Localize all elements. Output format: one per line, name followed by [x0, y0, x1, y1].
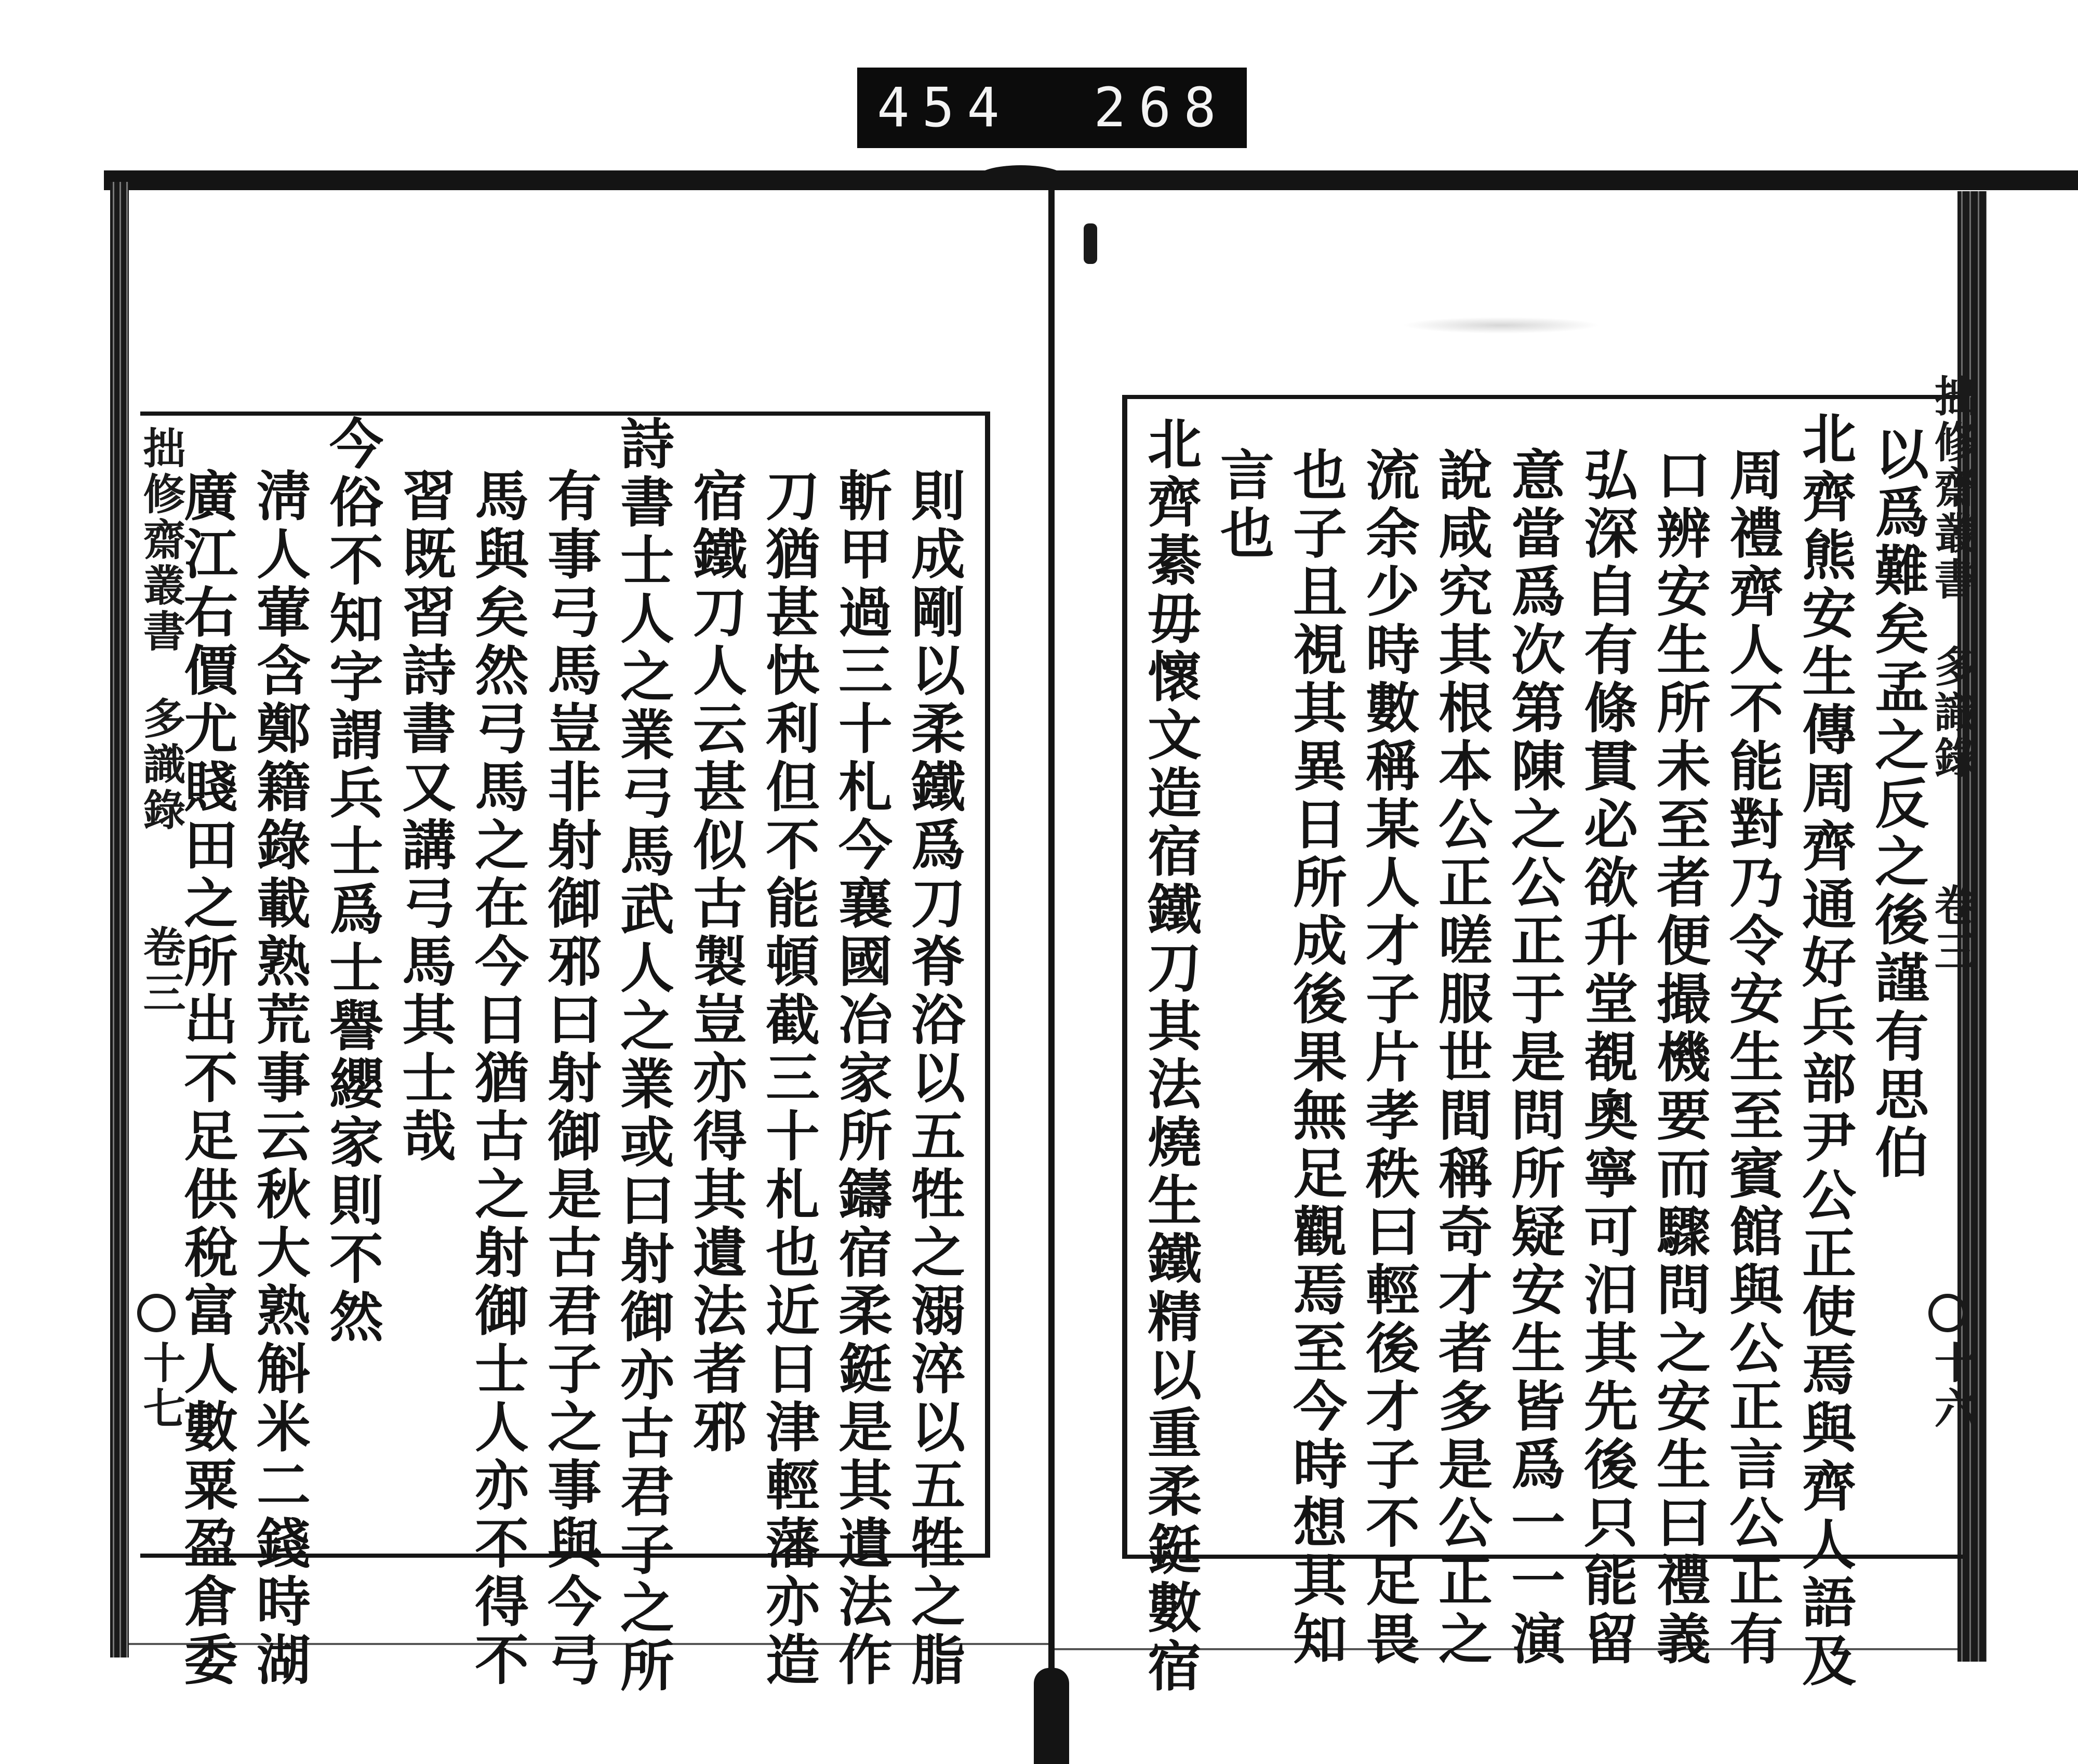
right-col-4: 口辨安生所未至者便撮機要而驟問之安生曰禮義: [1647, 447, 1711, 1669]
left-col-5: 詩書士人之業弓馬武人之業或曰射御亦古君子之所: [611, 416, 675, 1696]
left-col-1: 則成剛以柔鐵爲刀脊浴以五牲之溺淬以五牲之脂: [902, 468, 966, 1690]
right-col-3: 周禮齊人不能對乃令安生至賓館與公正言公正有: [1720, 447, 1784, 1669]
spine-foot: [1034, 1668, 1069, 1764]
right-col-6: 意當爲次第陳之公正于是問所疑安生皆爲一一演: [1502, 447, 1566, 1669]
left-col-3: 刀猶甚快利但不能頓截三十札也近日津輕藩亦造: [756, 468, 820, 1690]
right-col-2: 北齊熊安生傳周齊通好兵部尹公正使焉與齊人語及: [1793, 410, 1857, 1691]
left-fishtail-mark: [137, 1294, 176, 1332]
right-col-7: 說咸究其根本公正嗟服世間稱奇才者多是公正之: [1429, 447, 1493, 1669]
left-col-4: 宿鐵刀人云甚似古製豈亦得其遺法者邪: [684, 468, 748, 1457]
left-col-7: 馬與矣然弓馬之在今日猶古之射御士人亦不得不: [465, 468, 529, 1690]
right-col-11: 北齊綦毋懷文造宿鐵刀其法燒生鐵精以重柔鋌數宿: [1138, 416, 1202, 1696]
right-banner-folio: 十六: [1927, 1341, 1977, 1432]
right-banner-juan: 卷三: [1927, 883, 1977, 975]
left-page-edge: [110, 182, 129, 1657]
right-col-8: 流余少時數稱某人才子片孝秩曰輕後才子不足畏: [1356, 447, 1420, 1669]
left-col-9: 今俗不知字謂兵士爲士譽纓家則不然: [320, 416, 384, 1347]
right-col-1: 以爲難矣孟之反之後謹有思伯: [1866, 426, 1929, 1183]
left-banner-book: 多識錄: [136, 696, 186, 833]
reel-number: 454: [877, 76, 1012, 139]
top-board-edge: [104, 170, 2078, 190]
frame-number: 268: [1094, 76, 1229, 139]
left-banner-juan: 卷三: [136, 925, 186, 1016]
frame-number-plate: [857, 68, 1247, 148]
right-col-9: 也子且視其異日所成後果無足觀焉至今時想其知: [1284, 447, 1348, 1669]
spine-ridge: [977, 165, 1065, 190]
right-banner-book: 多識錄: [1927, 644, 1977, 781]
left-col-6: 有事弓馬豈非射御邪曰射御是古君子之事與今弓: [538, 468, 602, 1690]
left-col-2: 斬甲過三十札今襄國冶家所鑄宿柔鋌是其遺法作: [829, 468, 893, 1690]
right-banner-title: 拙修齋叢書: [1927, 374, 1977, 603]
paper-smudge: [1403, 317, 1600, 334]
left-banner-title: 拙修齋叢書: [136, 426, 186, 655]
left-col-11: 廣江右價尤賤田之所出不足供稅富人數粟盈倉委: [175, 468, 238, 1690]
left-col-8: 習既習詩書又講弓馬其士哉: [393, 468, 457, 1166]
right-col-10: 言也: [1211, 447, 1275, 563]
left-col-10: 淸人葷含鄭籍錄載熟荒事云秋大熟斛米二錢時湖: [247, 468, 311, 1690]
ink-mark: [1084, 223, 1097, 264]
right-fishtail-mark: [1928, 1294, 1967, 1332]
book-spine: [1048, 187, 1055, 1678]
right-col-5: 弘深自有條貫必欲升堂覩奧寧可汨其先後只能留: [1575, 447, 1639, 1669]
left-banner-folio: 十七: [136, 1341, 186, 1432]
